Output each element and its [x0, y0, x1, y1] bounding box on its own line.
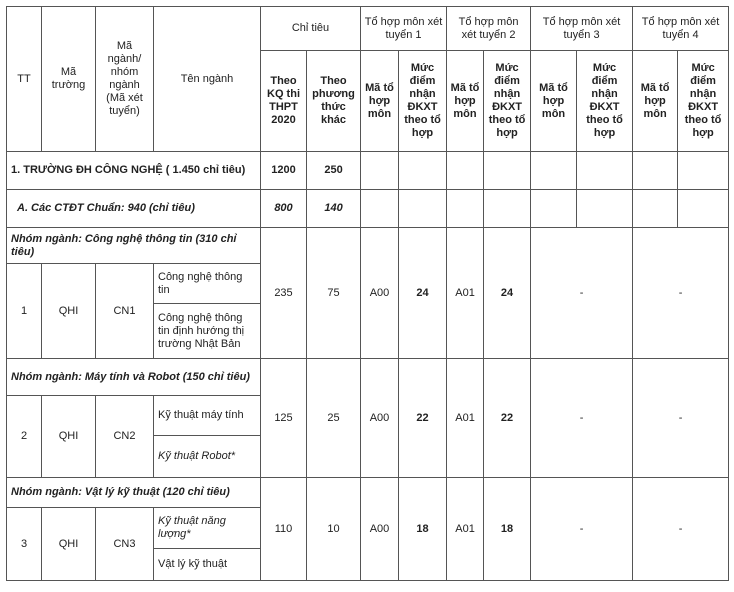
- group-thpt: 235: [261, 228, 307, 359]
- group-tt: 1: [7, 264, 42, 359]
- group-title-row: [7, 478, 729, 508]
- group-th4: -: [633, 359, 729, 478]
- group-th2-code: A01: [447, 359, 484, 478]
- header-chi-tieu-khac: Theo phương thức khác: [307, 51, 361, 152]
- group-th2-score: 24: [484, 228, 531, 359]
- header-muc-diem-3: Mức điểm nhận ĐKXT theo tổ hợp: [577, 51, 633, 152]
- header-chi-tieu: Chỉ tiêu: [261, 7, 361, 51]
- group-title-row: [7, 228, 729, 264]
- major-name: Kỹ thuật năng lượng*: [154, 508, 261, 549]
- header-chi-tieu-thpt: Theo KQ thi THPT 2020: [261, 51, 307, 152]
- group-th2-code: A01: [447, 478, 484, 581]
- group-ma-truong: QHI: [42, 264, 96, 359]
- ctdt-label: A. Các CTĐT Chuẩn: 940 (chỉ tiêu): [7, 190, 261, 228]
- group-th1-code: A00: [361, 359, 399, 478]
- group-thpt: 125: [261, 359, 307, 478]
- header-ma-to-hop-2: Mã tổ hợp môn: [447, 51, 484, 152]
- group-th4: -: [633, 478, 729, 581]
- group-th1-score: 24: [399, 228, 447, 359]
- group-th2-score: 18: [484, 478, 531, 581]
- group-tt: 3: [7, 508, 42, 581]
- group-thpt: 110: [261, 478, 307, 581]
- header-to-hop-1: Tổ hợp môn xét tuyển 1: [361, 7, 447, 51]
- group-tt: 2: [7, 396, 42, 478]
- group-th1-code: A00: [361, 478, 399, 581]
- header-tt: TT: [7, 7, 42, 152]
- group-title: Nhóm ngành: Vật lý kỹ thuật (120 chỉ tiêu): [7, 478, 261, 508]
- ctdt-row: [7, 190, 729, 228]
- school-thpt: 1200: [261, 152, 307, 190]
- ctdt-thpt: 800: [261, 190, 307, 228]
- group-ma-truong: QHI: [42, 508, 96, 581]
- group-th3: -: [531, 478, 633, 581]
- header-muc-diem-2: Mức điểm nhận ĐKXT theo tổ hợp: [484, 51, 531, 152]
- group-khac: 75: [307, 228, 361, 359]
- header-ma-to-hop-4: Mã tổ hợp môn: [633, 51, 678, 152]
- header-ma-truong: Mã trường: [42, 7, 96, 152]
- school-khac: 250: [307, 152, 361, 190]
- group-title: Nhóm ngành: Công nghệ thông tin (310 chỉ tiêu): [7, 228, 261, 264]
- header-to-hop-4: Tổ hợp môn xét tuyển 4: [633, 7, 729, 51]
- group-ma-nganh: CN3: [96, 508, 154, 581]
- header-ma-to-hop-3: Mã tổ hợp môn: [531, 51, 577, 152]
- header-muc-diem-1: Mức điểm nhận ĐKXT theo tổ hợp: [399, 51, 447, 152]
- school-label: 1. TRƯỜNG ĐH CÔNG NGHỆ ( 1.450 chỉ tiêu): [7, 152, 261, 190]
- header-ma-to-hop-1: Mã tổ hợp môn: [361, 51, 399, 152]
- ctdt-khac: 140: [307, 190, 361, 228]
- group-ma-nganh: CN2: [96, 396, 154, 478]
- header-to-hop-2: Tổ hợp môn xét tuyển 2: [447, 7, 531, 51]
- major-name: Công nghệ thông tin: [154, 264, 261, 304]
- group-ma-truong: QHI: [42, 396, 96, 478]
- group-th1-code: A00: [361, 228, 399, 359]
- header-ma-nganh: Mã ngành/ nhóm ngành (Mã xét tuyển): [96, 7, 154, 152]
- admission-table: [6, 6, 729, 581]
- group-title: Nhóm ngành: Máy tính và Robot (150 chỉ tiêu): [7, 359, 261, 396]
- header-ten-nganh: Tên ngành: [154, 7, 261, 152]
- major-name: Vật lý kỹ thuật: [154, 549, 261, 581]
- group-th1-score: 18: [399, 478, 447, 581]
- header-to-hop-3: Tổ hợp môn xét tuyển 3: [531, 7, 633, 51]
- group-ma-nganh: CN1: [96, 264, 154, 359]
- group-khac: 10: [307, 478, 361, 581]
- group-title-row: [7, 359, 729, 396]
- group-th2-code: A01: [447, 228, 484, 359]
- group-khac: 25: [307, 359, 361, 478]
- header-muc-diem-4: Mức điểm nhận ĐKXT theo tổ hợp: [678, 51, 729, 152]
- major-name: Công nghệ thông tin định hướng thị trường Nhật Bản: [154, 304, 261, 359]
- major-name: Kỹ thuật máy tính: [154, 396, 261, 436]
- group-th2-score: 22: [484, 359, 531, 478]
- group-th4: -: [633, 228, 729, 359]
- group-th1-score: 22: [399, 359, 447, 478]
- major-name: Kỹ thuật Robot*: [154, 436, 261, 478]
- school-row: [7, 152, 729, 190]
- group-th3: -: [531, 228, 633, 359]
- group-th3: -: [531, 359, 633, 478]
